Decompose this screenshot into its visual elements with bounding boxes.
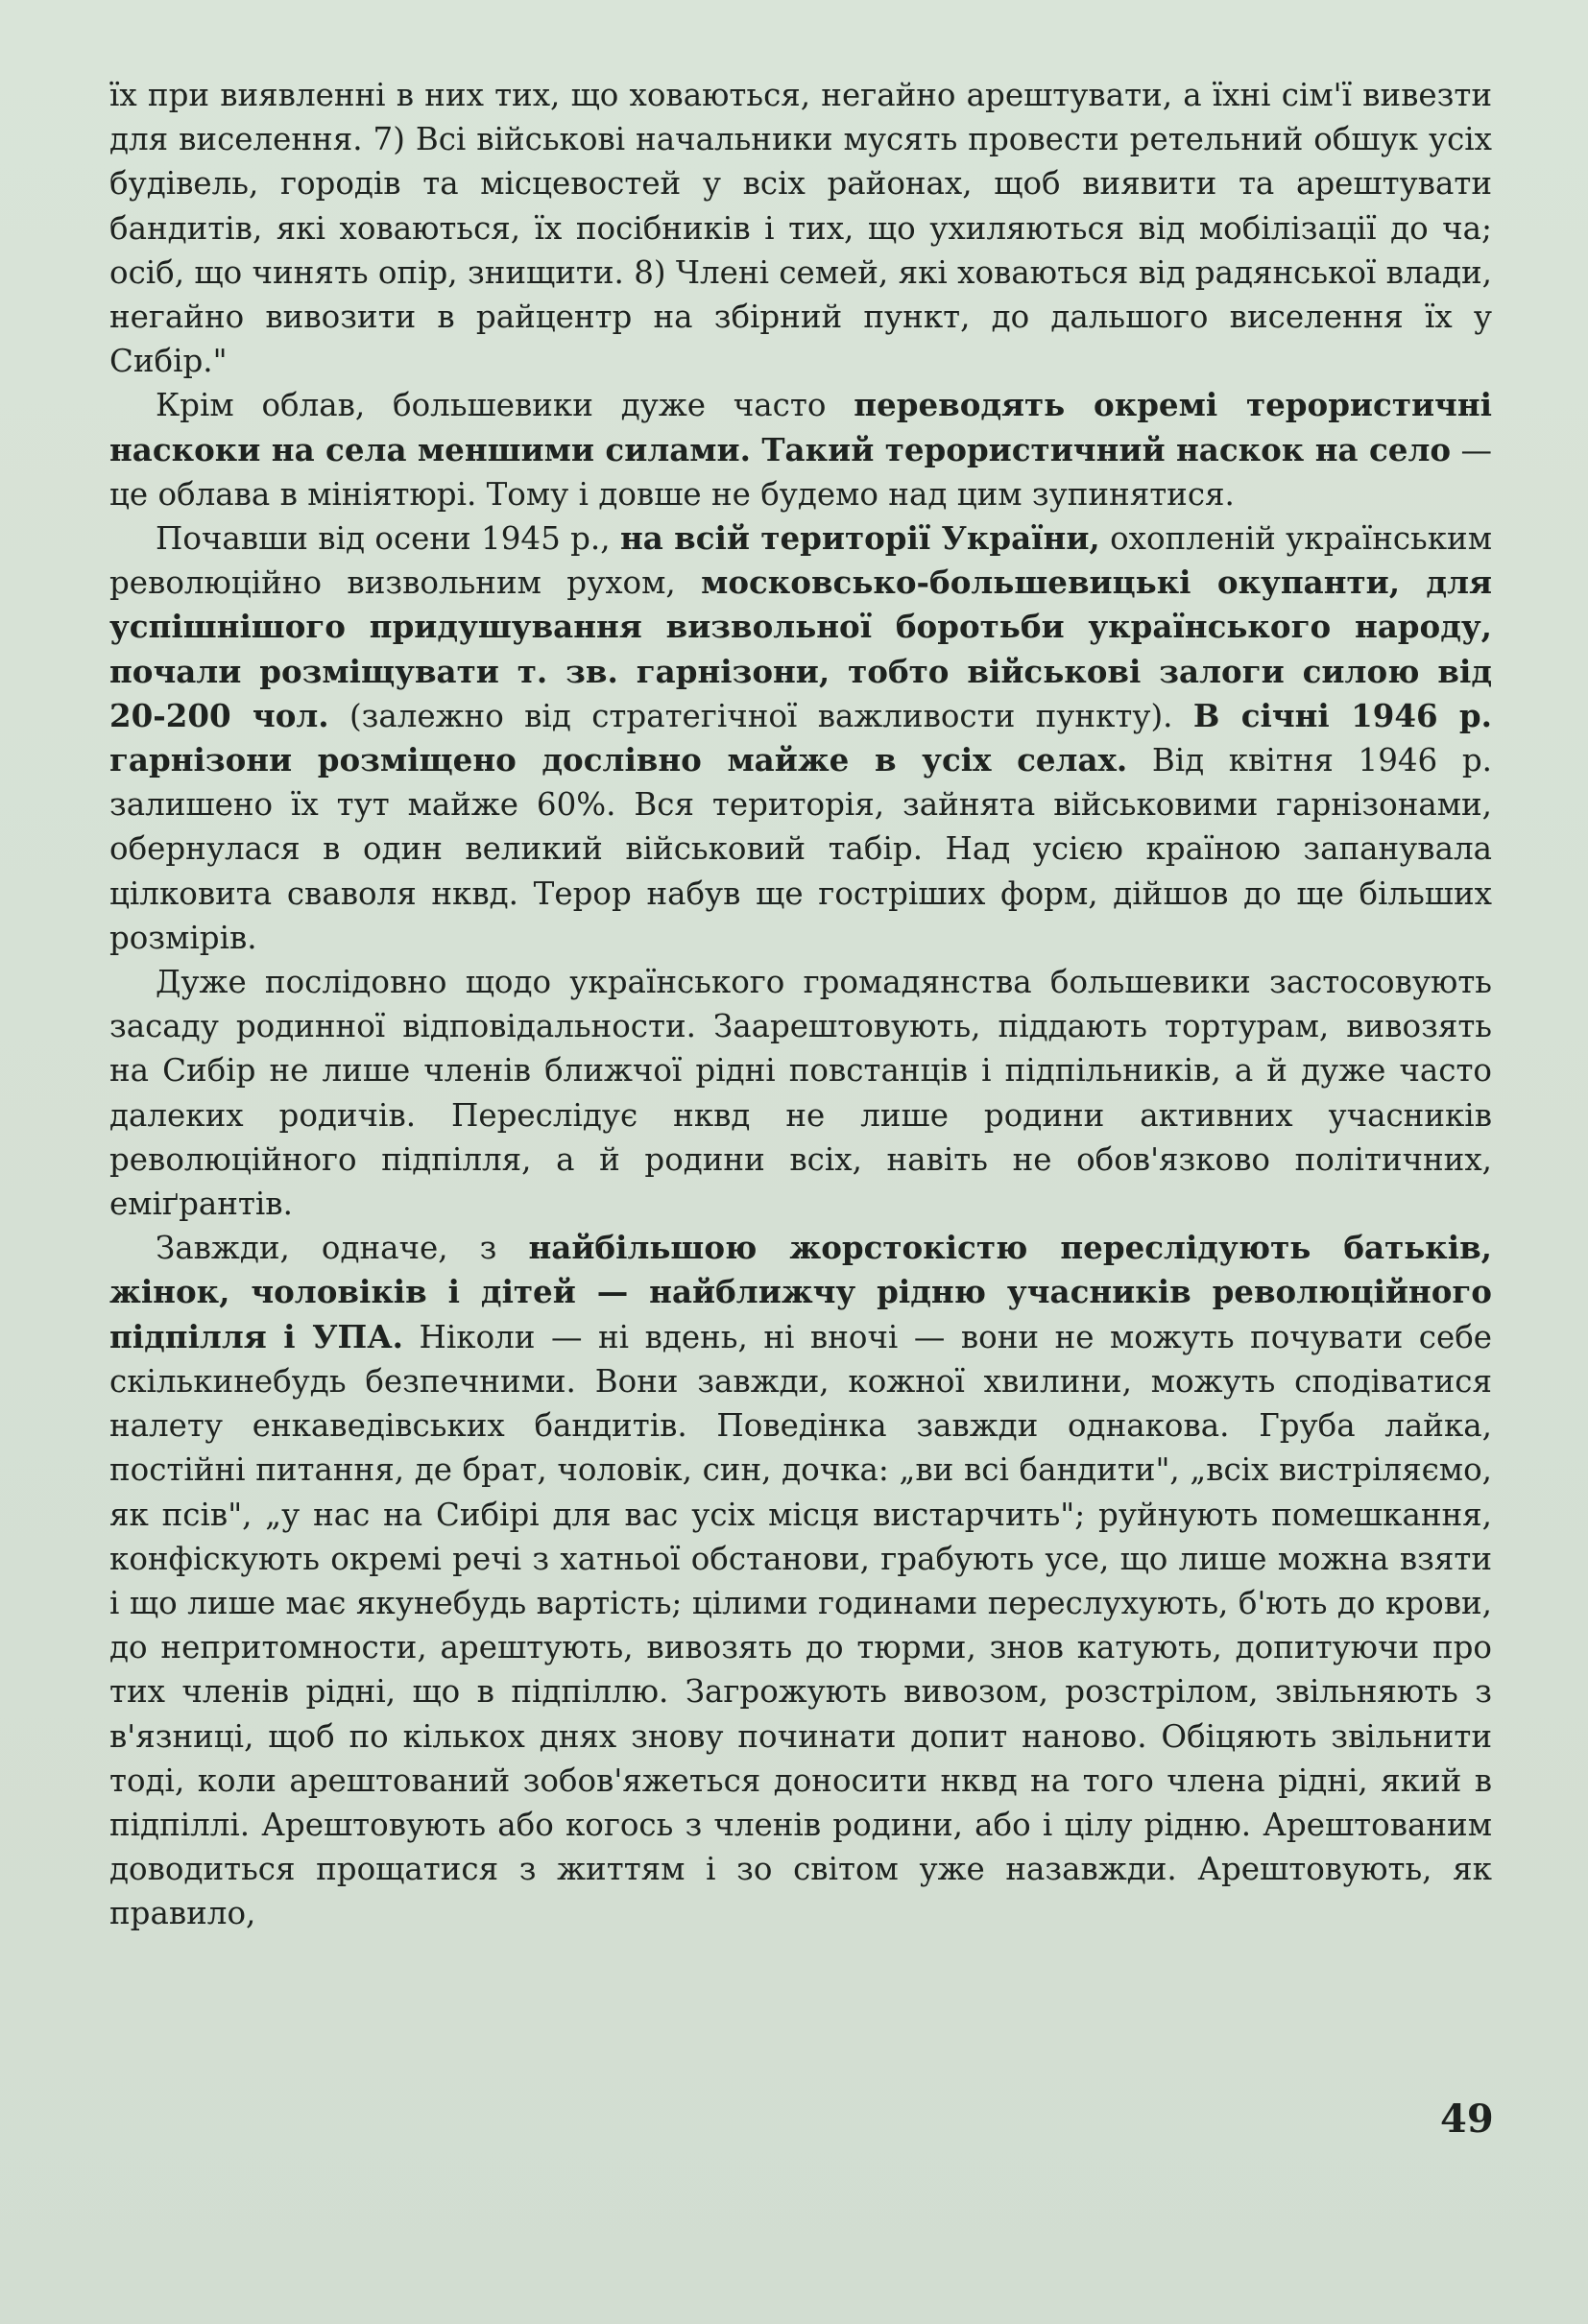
bold-text-run: московсько-большевицькі окупанти, для успішнішого придушування визвольної боротьби українського народу, почали розміщувати т. зв. гарнізони, тобто військові залоги силою від 20-200 чол. [109,563,1492,734]
text-run: — це облава в мініятюрі. Тому і довше не будемо над цим зупинятися. [109,431,1492,513]
text-run: Від квітня 1946 р. залишено їх тут майже 60%. Вся територія, зайнята військовими гарнізонами, обернулася в один великий військовий табір. Над усією країною запанувала цілковита сваволя нквд. Терор набув ще гостріших форм, дійшов до ще більших розмірів. [109,742,1492,956]
text-run: Почавши від осени 1945 р., [156,520,620,558]
text-run: (залежно від стратегічної важливости пункту). [328,697,1193,734]
text-run: Ніколи — ні вдень, ні вночі — вони не можуть почувати себе скількинебудь безпечними. Вони завжди, кожної хвилини, можуть сподіватися налету енкаведівських бандитів. Поведінка завжди однакова. Груба лайка, постійні питання, де брат, чоловік, син, дочка: „ви всі бандити", „всіх вистріляємо, як псів", „у нас на Сибірі для вас усіх місця вистарчить"; руйнують помешкання, конфіскують окремі речі з хатньої обстанови, грабують усе, що лише можна взяти і що лише має якунебудь вартість; цілими годинами переслухують, б'ють до крови, до непритомности, арештують, вивозять до тюрми, знов катують, допитуючи про тих членів рідні, що в підпіллю. Загрожують вивозом, розстрілом, звільняють з в'язниці, щоб по кількох днях знову починати допит наново. Обіцяють звільнити тоді, коли арештований зобов'яжеться доносити нквд на того члена рідні, який в підпіллі. Арештовують або когось з членів родини, або і цілу рідню. Арештованим доводиться прощатися з життям і зо світом уже назавжди. Арештовують, як правило, [109,1318,1492,1932]
page-number: 49 [1440,2096,1494,2142]
text-run: їх при виявленні в них тих, що ховаються, негайно арештувати, а їхні сім'ї вивезти для виселення. 7) Всі військові начальники мусять провести ретельний обшук усіх будівель, городів та місцевостей у всіх районах, щоб виявити та арештувати бандитів, які ховаються, їх посібників і тих, що ухиляються від мобілізації до ча; осіб, що чинять опір, знищити. 8) Члені семей, які ховаються від радянської влади, негайно вивозити в райцентр на збірний пункт, до дальшого виселення їх у Сибір." [109,77,1492,380]
bold-text-run: на всій території України, [619,519,1100,558]
text-run: Дуже послідовно щодо українського громадянства большевики застосовують засаду родинної відповідальности. Заарештовують, піддають тортурам, вивозять на Сибір не лише членів ближчої рідні повстанців і підпільників, а й дуже часто далеких родичів. Переслідує нквд не лише родини активних учасників революційного підпілля, а й родини всіх, навіть не обов'язково політичних, еміґрантів. [109,964,1492,1223]
paragraph-2 [109,383,1492,516]
paragraph-1 [109,73,1492,383]
bold-text-run: найбільшою жорстокістю переслідують батьків, жінок, чоловіків і дітей — найближчу рідню учасників революційного підпілля і УПА. [109,1229,1492,1355]
paragraph-3 [109,516,1492,960]
text-run: Завжди, одначе, з [156,1230,529,1267]
paragraph-4 [109,960,1492,1226]
bold-text-run: переводять окремі терористичні наскоки на села меншими силами. Такий терористичний наскок на село [109,386,1492,468]
text-run: Крім облав, большевики дуже часто [156,387,854,424]
text-run: охопленій українським революційно визвольним рухом, [109,520,1492,602]
paragraph-5 [109,1226,1492,1935]
bold-text-run: В січні 1946 р. гарнізони розміщено дослівно майже в усіх селах. [109,696,1492,779]
page-body-text [109,73,1492,1936]
